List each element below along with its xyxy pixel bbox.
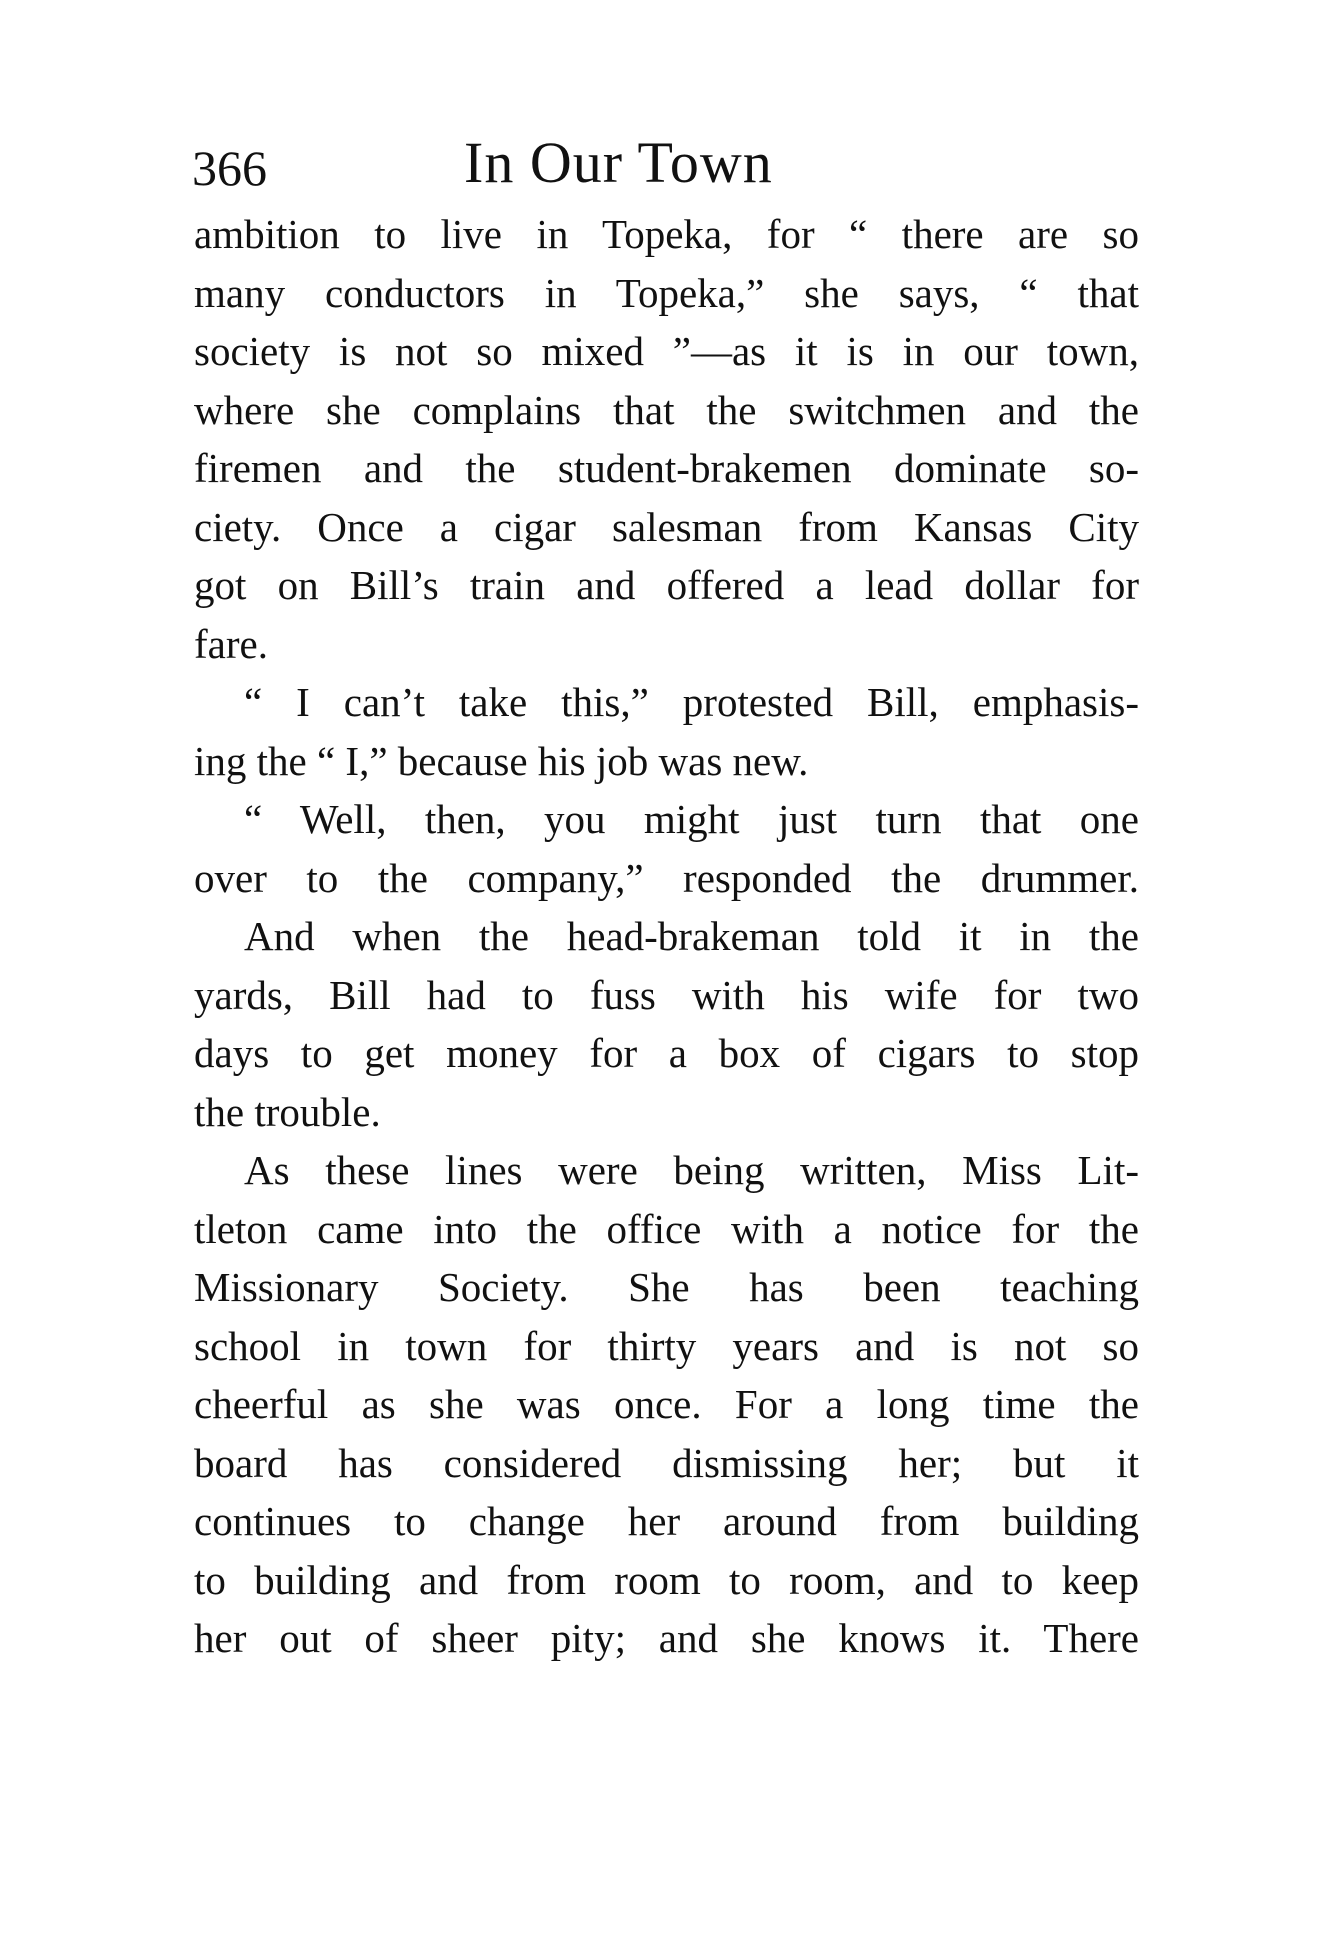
text-line: firemen and the student-brakemen dominate so-: [194, 445, 1139, 491]
text-line: “ I can’t take this,” protested Bill, emphasis-: [244, 679, 1139, 725]
text-line: cheerful as she was once. For a long time the: [194, 1381, 1139, 1427]
text-line: over to the company,” responded the drummer.: [194, 854, 1139, 901]
text-line: got on Bill’s train and offered a lead dollar for: [194, 562, 1139, 608]
text-line: school in town for thirty years and is not so: [194, 1322, 1139, 1369]
running-head-title: In Our Town: [464, 130, 773, 195]
page-header: [192, 130, 1142, 200]
text-line: continues to change her around from building: [194, 1498, 1139, 1544]
page-number: 366: [192, 140, 267, 196]
text-line: society is not so mixed ”—as it is in our town,: [194, 328, 1139, 374]
text-line: where she complains that the switchmen and the: [194, 386, 1139, 433]
text-line: ambition to live in Topeka, for “ there are so: [194, 211, 1139, 257]
body-text: [194, 205, 1139, 1668]
text-line: the trouble.: [194, 1088, 381, 1135]
text-line: her out of sheer pity; and she knows it. There: [194, 1615, 1139, 1661]
text-line: ing the “ I,” because his job was new.: [194, 737, 809, 784]
text-line: tleton came into the office with a notice for the: [194, 1205, 1139, 1252]
text-line: board has considered dismissing her; but it: [194, 1439, 1139, 1486]
text-line: to building and from room to room, and to keep: [194, 1556, 1139, 1603]
text-line: And when the head-brakeman told it in the: [244, 913, 1139, 959]
text-line: days to get money for a box of cigars to stop: [194, 1030, 1139, 1076]
text-line: As these lines were being written, Miss Lit-: [244, 1147, 1139, 1193]
text-line: yards, Bill had to fuss with his wife for two: [194, 971, 1139, 1018]
text-line: fare.: [194, 620, 268, 667]
text-line: Missionary Society. She has been teaching: [194, 1264, 1139, 1310]
text-line: ciety. Once a cigar salesman from Kansas City: [194, 503, 1139, 550]
text-line: “ Well, then, you might just turn that one: [244, 796, 1139, 842]
text-line: many conductors in Topeka,” she says, “ that: [194, 269, 1139, 316]
